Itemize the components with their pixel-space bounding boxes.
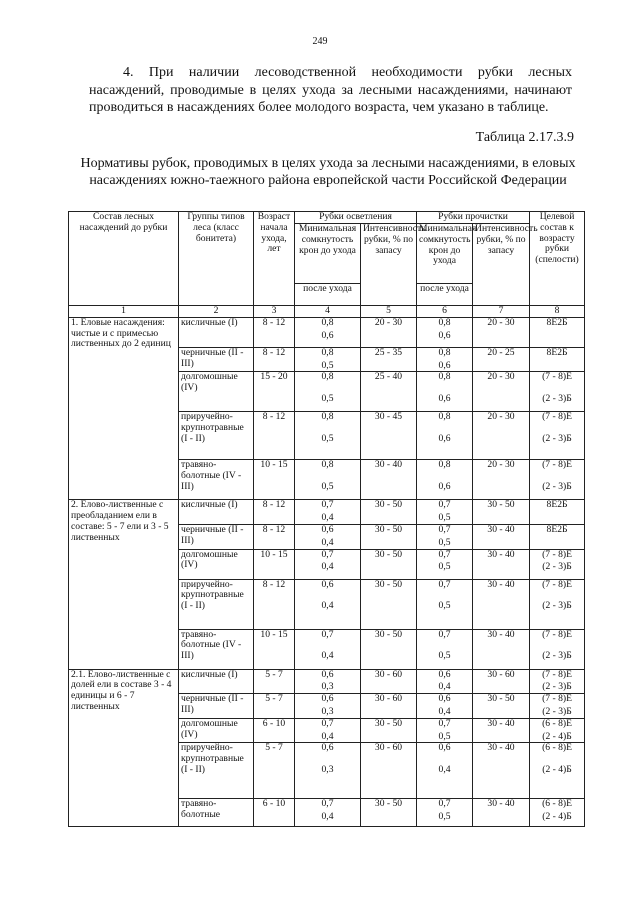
forest-type-cell: травяно-болотные: [179, 799, 254, 827]
density-before: 0,7: [438, 523, 451, 535]
min-density-thinning-cell: [417, 694, 473, 719]
forest-type-cell: долгомошные (IV): [179, 549, 254, 579]
density-after: 0,4: [438, 764, 451, 776]
density-before: 0,7: [438, 717, 451, 729]
density-after: 0,5: [438, 730, 451, 742]
cell-spacer: [297, 423, 358, 432]
start-age-cell: 8 - 12: [254, 500, 295, 525]
target-spruce: 8Е2Б: [546, 523, 568, 535]
target-spruce: (6 - 8)Е: [542, 742, 572, 754]
forest-type-cell: приручейно-крупнотравные (I - II): [179, 743, 254, 799]
density-after: 0,4: [321, 600, 334, 612]
density-before: 0,8: [321, 411, 334, 423]
density-before: 0,7: [321, 548, 334, 560]
forest-type-cell: травяно-болотные (IV - III): [179, 629, 254, 669]
header-start-age: Возраст начала ухода, лет: [254, 212, 295, 306]
density-after: 0,6: [438, 359, 451, 371]
density-after: 0,3: [321, 681, 334, 693]
target-composition-cell: [530, 372, 585, 412]
forest-type-cell: черничные (II - III): [179, 347, 254, 372]
density-after: 0,4: [438, 705, 451, 717]
intensity-clearing-cell: 30 - 40: [361, 460, 417, 500]
target-birch: (2 - 4)Б: [542, 764, 572, 776]
header-clearing-cut: Рубки осветления: [295, 212, 417, 224]
forest-type-cell: приручейно-крупнотравные (I - II): [179, 579, 254, 629]
target-spruce: (6 - 8)Е: [542, 717, 572, 729]
target-composition-cell: [530, 629, 585, 669]
density-before: 0,7: [438, 499, 451, 511]
start-age-cell: 8 - 12: [254, 412, 295, 460]
target-birch: (2 - 3)Б: [542, 650, 572, 662]
header-after-care-thinning: после ухода: [417, 284, 473, 306]
intensity-thinning-cell: 30 - 40: [473, 579, 530, 629]
table-row: [69, 669, 585, 694]
density-before: 0,7: [321, 499, 334, 511]
min-density-clearing-cell: [295, 460, 361, 500]
norms-table: [68, 211, 585, 827]
target-spruce: 8Е2Б: [546, 499, 568, 511]
intensity-clearing-cell: 30 - 60: [361, 669, 417, 694]
intensity-clearing-cell: 25 - 40: [361, 372, 417, 412]
min-density-clearing-cell: [295, 694, 361, 719]
target-composition-cell: [530, 669, 585, 694]
start-age-cell: 10 - 15: [254, 460, 295, 500]
intensity-thinning-cell: 30 - 40: [473, 743, 530, 799]
target-birch: (2 - 4)Б: [542, 811, 572, 823]
min-density-clearing-cell: [295, 372, 361, 412]
cell-spacer: [532, 590, 582, 599]
header-target-composition: Целевой состав к возрасту рубки (спелости): [530, 212, 585, 306]
intensity-thinning-cell: 20 - 30: [473, 460, 530, 500]
start-age-cell: 5 - 7: [254, 743, 295, 799]
density-before: 0,8: [321, 459, 334, 471]
target-spruce: (7 - 8)Е: [542, 578, 572, 590]
column-number: 8: [530, 306, 585, 318]
density-after: 0,6: [438, 329, 451, 341]
intensity-clearing-cell: 30 - 50: [361, 524, 417, 549]
table-caption: Нормативы рубок, проводимых в целях ухода за лесными насаждениями, в еловых насаждениях южно-таежного района европейской части Российской Федерации: [80, 156, 576, 188]
cell-spacer: [532, 640, 582, 649]
cell-spacer: [297, 383, 358, 392]
header-forest-type-group: Группы типов леса (класс бонитета): [179, 212, 254, 306]
intensity-thinning-cell: 30 - 60: [473, 669, 530, 694]
target-composition-cell: [530, 317, 585, 347]
column-number: 4: [295, 306, 361, 318]
min-density-clearing-cell: [295, 799, 361, 827]
density-before: 0,7: [438, 548, 451, 560]
target-composition-cell: [530, 412, 585, 460]
min-density-thinning-cell: [417, 669, 473, 694]
density-after: 0,4: [438, 681, 451, 693]
density-after: 0,6: [321, 329, 334, 341]
min-density-thinning-cell: [417, 317, 473, 347]
density-before: 0,8: [321, 316, 334, 328]
intensity-clearing-cell: 30 - 60: [361, 743, 417, 799]
target-spruce: (7 - 8)Е: [542, 668, 572, 680]
target-composition-cell: [530, 694, 585, 719]
min-density-clearing-cell: [295, 743, 361, 799]
target-spruce: (7 - 8)Е: [542, 693, 572, 705]
density-after: 0,5: [438, 536, 451, 548]
header-intensity-clearing: Интенсивность рубки, % по запасу: [361, 224, 417, 306]
density-before: 0,6: [321, 523, 334, 535]
target-birch: (2 - 3)Б: [542, 600, 572, 612]
intensity-clearing-cell: 30 - 60: [361, 694, 417, 719]
column-number: 6: [417, 306, 473, 318]
target-spruce: (7 - 8)Е: [542, 459, 572, 471]
header-after-care-clearing: после ухода: [295, 284, 361, 306]
intensity-clearing-cell: 25 - 35: [361, 347, 417, 372]
density-before: 0,7: [321, 717, 334, 729]
cell-spacer: [532, 754, 582, 763]
header-intensity-thinning: Интенсивность рубки, % по запасу: [473, 224, 530, 306]
density-after: 0,5: [321, 359, 334, 371]
target-spruce: (7 - 8)Е: [542, 628, 572, 640]
cell-spacer: [297, 640, 358, 649]
density-before: 0,6: [321, 742, 334, 754]
density-after: 0,5: [438, 811, 451, 823]
composition-cell: 2.1. Елово-лиственные с долей ели в составе 3 - 4 единицы и 6 - 7 лиственных: [69, 669, 179, 827]
forest-type-cell: черничные (II - III): [179, 694, 254, 719]
density-after: 0,4: [321, 512, 334, 524]
header-min-density-clearing: Минимальная сомкнутость крон до ухода: [295, 224, 361, 284]
forest-type-cell: кисличные (I): [179, 500, 254, 525]
start-age-cell: 8 - 12: [254, 524, 295, 549]
intensity-clearing-cell: 30 - 50: [361, 500, 417, 525]
start-age-cell: 6 - 10: [254, 718, 295, 743]
density-after: 0,4: [321, 811, 334, 823]
intensity-clearing-cell: 20 - 30: [361, 317, 417, 347]
min-density-clearing-cell: [295, 317, 361, 347]
target-composition-cell: [530, 460, 585, 500]
density-after: 0,3: [321, 705, 334, 717]
forest-type-cell: кисличные (I): [179, 669, 254, 694]
density-before: 0,8: [438, 371, 451, 383]
target-composition-cell: [530, 579, 585, 629]
min-density-clearing-cell: [295, 629, 361, 669]
column-number: 3: [254, 306, 295, 318]
cell-spacer: [419, 754, 470, 763]
forest-type-cell: долгомошные (IV): [179, 718, 254, 743]
table-body: [69, 317, 585, 827]
density-before: 0,6: [321, 668, 334, 680]
intensity-thinning-cell: 30 - 40: [473, 549, 530, 579]
density-before: 0,6: [438, 668, 451, 680]
start-age-cell: 6 - 10: [254, 799, 295, 827]
body-paragraph: 4. При наличии лесоводственной необходимости рубки лесных насаждений, проводимые в целях ухода за лесными насаждениями, начинают проводиться в насаждениях более молодого возраста, чем указано в таблице.: [89, 65, 572, 115]
target-spruce: (7 - 8)Е: [542, 411, 572, 423]
min-density-thinning-cell: [417, 579, 473, 629]
density-before: 0,7: [438, 798, 451, 810]
density-after: 0,4: [321, 536, 334, 548]
target-composition-cell: [530, 799, 585, 827]
density-before: 0,8: [321, 346, 334, 358]
table-number: Таблица 2.17.3.9: [475, 130, 574, 145]
target-birch: (2 - 3)Б: [542, 393, 572, 405]
header-composition: Состав лесных насаждений до рубки: [69, 212, 179, 306]
density-after: 0,4: [321, 561, 334, 573]
min-density-thinning-cell: [417, 500, 473, 525]
cell-spacer: [297, 471, 358, 480]
target-spruce: (7 - 8)Е: [542, 371, 572, 383]
intensity-thinning-cell: 30 - 40: [473, 718, 530, 743]
cell-spacer: [297, 754, 358, 763]
min-density-thinning-cell: [417, 460, 473, 500]
min-density-thinning-cell: [417, 743, 473, 799]
intensity-clearing-cell: 30 - 50: [361, 629, 417, 669]
target-spruce: 8Е2Б: [546, 346, 568, 358]
start-age-cell: 10 - 15: [254, 549, 295, 579]
density-before: 0,6: [438, 742, 451, 754]
column-number-row: [69, 306, 585, 318]
density-after: 0,5: [438, 650, 451, 662]
min-density-clearing-cell: [295, 347, 361, 372]
cell-spacer: [419, 640, 470, 649]
density-before: 0,6: [321, 578, 334, 590]
min-density-thinning-cell: [417, 629, 473, 669]
min-density-thinning-cell: [417, 347, 473, 372]
start-age-cell: 10 - 15: [254, 629, 295, 669]
density-before: 0,8: [438, 459, 451, 471]
min-density-thinning-cell: [417, 799, 473, 827]
density-after: 0,6: [438, 393, 451, 405]
min-density-thinning-cell: [417, 412, 473, 460]
forest-type-cell: долгомошные (IV): [179, 372, 254, 412]
start-age-cell: 15 - 20: [254, 372, 295, 412]
start-age-cell: 8 - 12: [254, 579, 295, 629]
column-number: 7: [473, 306, 530, 318]
start-age-cell: 8 - 12: [254, 317, 295, 347]
cell-spacer: [419, 471, 470, 480]
start-age-cell: 8 - 12: [254, 347, 295, 372]
column-number: 5: [361, 306, 417, 318]
intensity-thinning-cell: 20 - 25: [473, 347, 530, 372]
min-density-clearing-cell: [295, 524, 361, 549]
forest-type-cell: кисличные (I): [179, 317, 254, 347]
min-density-thinning-cell: [417, 718, 473, 743]
density-after: 0,3: [321, 764, 334, 776]
intensity-thinning-cell: 20 - 30: [473, 412, 530, 460]
table-row: [69, 500, 585, 525]
density-after: 0,6: [438, 481, 451, 493]
cell-spacer: [419, 590, 470, 599]
target-composition-cell: [530, 500, 585, 525]
min-density-clearing-cell: [295, 718, 361, 743]
intensity-thinning-cell: 20 - 30: [473, 317, 530, 347]
density-before: 0,7: [438, 628, 451, 640]
density-before: 0,7: [321, 798, 334, 810]
target-birch: (2 - 3)Б: [542, 481, 572, 493]
density-after: 0,6: [438, 433, 451, 445]
cell-spacer: [532, 471, 582, 480]
intensity-thinning-cell: 30 - 50: [473, 694, 530, 719]
target-spruce: 8Е2Б: [546, 316, 568, 328]
target-composition-cell: [530, 718, 585, 743]
target-composition-cell: [530, 743, 585, 799]
target-birch: (2 - 3)Б: [542, 705, 572, 717]
min-density-thinning-cell: [417, 524, 473, 549]
composition-cell: 2. Елово-лиственные с преобладанием ели в составе: 5 - 7 ели и 3 - 5 лиственных: [69, 500, 179, 669]
intensity-clearing-cell: 30 - 50: [361, 549, 417, 579]
min-density-clearing-cell: [295, 412, 361, 460]
intensity-clearing-cell: 30 - 45: [361, 412, 417, 460]
cell-spacer: [419, 423, 470, 432]
target-birch: (2 - 3)Б: [542, 561, 572, 573]
column-number: 1: [69, 306, 179, 318]
target-birch: (2 - 4)Б: [542, 730, 572, 742]
min-density-clearing-cell: [295, 669, 361, 694]
intensity-thinning-cell: 20 - 30: [473, 372, 530, 412]
density-after: 0,5: [438, 600, 451, 612]
density-before: 0,7: [438, 578, 451, 590]
cell-spacer: [532, 423, 582, 432]
density-before: 0,6: [321, 693, 334, 705]
page-number: 249: [312, 36, 328, 47]
density-after: 0,5: [438, 561, 451, 573]
density-before: 0,8: [438, 346, 451, 358]
density-before: 0,7: [321, 628, 334, 640]
target-spruce: (6 - 8)Е: [542, 798, 572, 810]
intensity-thinning-cell: 30 - 40: [473, 629, 530, 669]
intensity-thinning-cell: 30 - 40: [473, 524, 530, 549]
min-density-thinning-cell: [417, 372, 473, 412]
target-birch: (2 - 3)Б: [542, 681, 572, 693]
intensity-thinning-cell: 30 - 50: [473, 500, 530, 525]
start-age-cell: 5 - 7: [254, 694, 295, 719]
forest-type-cell: приручейно-крупнотравные (I - II): [179, 412, 254, 460]
forest-type-cell: травяно-болотные (IV - III): [179, 460, 254, 500]
density-before: 0,8: [438, 411, 451, 423]
column-number: 2: [179, 306, 254, 318]
intensity-thinning-cell: 30 - 40: [473, 799, 530, 827]
cell-spacer: [532, 383, 582, 392]
density-after: 0,4: [321, 730, 334, 742]
header-thinning-cut: Рубки прочистки: [417, 212, 530, 224]
start-age-cell: 5 - 7: [254, 669, 295, 694]
density-before: 0,8: [438, 316, 451, 328]
intensity-clearing-cell: 30 - 50: [361, 579, 417, 629]
header-min-density-thinning: Минимальная сомкнутость крон до ухода: [417, 224, 473, 284]
min-density-clearing-cell: [295, 549, 361, 579]
min-density-clearing-cell: [295, 500, 361, 525]
intensity-clearing-cell: 30 - 50: [361, 799, 417, 827]
density-after: 0,5: [321, 481, 334, 493]
min-density-thinning-cell: [417, 549, 473, 579]
density-before: 0,8: [321, 371, 334, 383]
intensity-clearing-cell: 30 - 50: [361, 718, 417, 743]
target-spruce: (7 - 8)Е: [542, 548, 572, 560]
density-after: 0,4: [321, 650, 334, 662]
target-composition-cell: [530, 549, 585, 579]
composition-cell: 1. Еловые насаждения: чистые и с примесью лиственных до 2 единиц: [69, 317, 179, 500]
density-after: 0,5: [438, 512, 451, 524]
density-after: 0,5: [321, 433, 334, 445]
density-before: 0,6: [438, 693, 451, 705]
cell-spacer: [297, 590, 358, 599]
cell-spacer: [419, 383, 470, 392]
forest-type-cell: черничные (II - III): [179, 524, 254, 549]
target-composition-cell: [530, 524, 585, 549]
min-density-clearing-cell: [295, 579, 361, 629]
table-row: [69, 317, 585, 347]
density-after: 0,5: [321, 393, 334, 405]
target-composition-cell: [530, 347, 585, 372]
target-birch: (2 - 3)Б: [542, 433, 572, 445]
